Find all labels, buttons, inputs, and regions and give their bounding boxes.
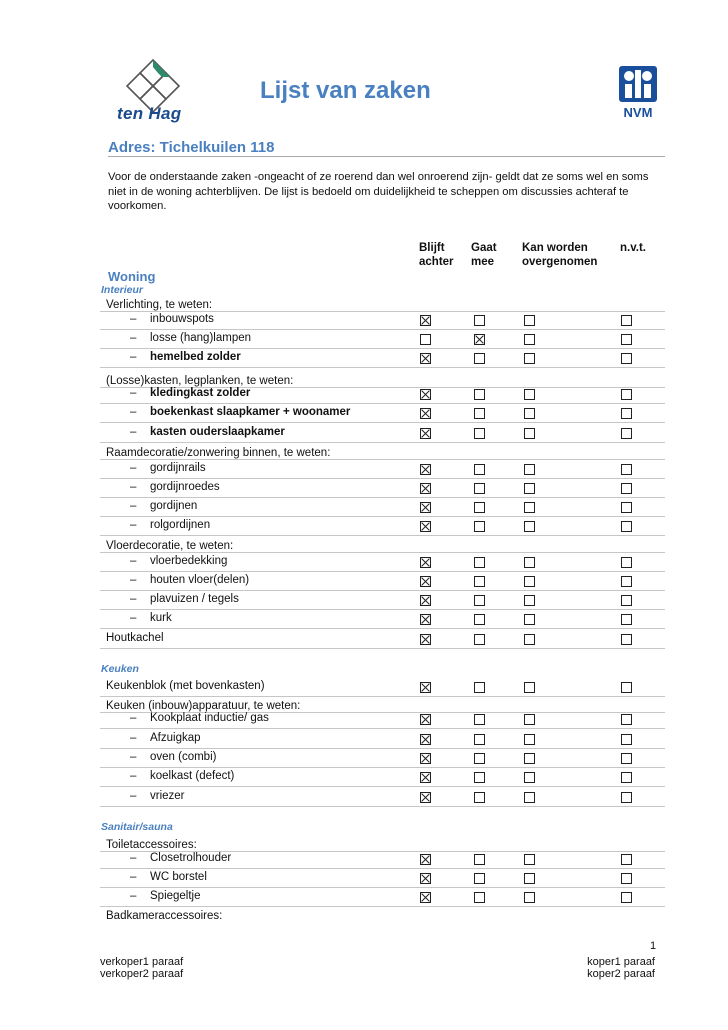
item-label: koelkast (defect) xyxy=(150,770,235,782)
checkbox-kan-worden-overgenomen[interactable] xyxy=(524,521,535,532)
checkbox-nvt[interactable] xyxy=(621,353,632,364)
item-label: Keukenblok (met bovenkasten) xyxy=(106,680,265,692)
checkbox-kan-worden-overgenomen[interactable] xyxy=(524,753,535,764)
bullet-dash: – xyxy=(130,871,137,883)
checkbox-gaat-mee[interactable] xyxy=(474,483,485,494)
bullet-dash: – xyxy=(130,890,137,902)
checkbox-blijft-achter[interactable] xyxy=(420,595,431,606)
item-label: kledingkast zolder xyxy=(150,387,251,399)
page-number: 1 xyxy=(650,940,657,952)
checkbox-blijft-achter[interactable] xyxy=(420,576,431,587)
checkbox-gaat-mee[interactable] xyxy=(474,682,485,693)
address-heading: Adres: Tichelkuilen 118 xyxy=(108,139,275,156)
checkbox-kan-worden-overgenomen[interactable] xyxy=(524,714,535,725)
column-header-kan-worden-overgenomen xyxy=(522,242,597,269)
nvm-logo xyxy=(613,64,663,120)
checkbox-gaat-mee[interactable] xyxy=(474,873,485,884)
item-label: gordijnrails xyxy=(150,462,206,474)
list-item xyxy=(100,710,665,729)
checkbox-gaat-mee[interactable] xyxy=(474,315,485,326)
bullet-dash: – xyxy=(130,387,137,399)
list-item xyxy=(100,330,665,349)
checkbox-nvt[interactable] xyxy=(621,753,632,764)
list-item xyxy=(100,460,665,479)
checkbox-blijft-achter[interactable] xyxy=(420,389,431,400)
list-group-header xyxy=(100,630,665,649)
column-label: Blijft achter xyxy=(419,242,454,268)
checkbox-gaat-mee[interactable] xyxy=(474,428,485,439)
checkbox-kan-worden-overgenomen[interactable] xyxy=(524,428,535,439)
bullet-dash: – xyxy=(130,313,137,325)
column-label: Gaat mee xyxy=(471,242,497,268)
list-item xyxy=(100,749,665,768)
bullet-dash: – xyxy=(130,612,137,624)
bullet-dash: – xyxy=(130,790,137,802)
column-label: n.v.t. xyxy=(620,242,646,254)
checkbox-kan-worden-overgenomen[interactable] xyxy=(524,334,535,345)
checkbox-blijft-achter[interactable] xyxy=(420,873,431,884)
ten-hag-wordmark: ten Hag xyxy=(117,104,182,123)
list-item xyxy=(100,850,665,869)
list-item xyxy=(100,479,665,498)
checkbox-blijft-achter[interactable] xyxy=(420,557,431,568)
list-item xyxy=(100,424,665,443)
checkbox-blijft-achter[interactable] xyxy=(420,464,431,475)
bullet-dash: – xyxy=(130,852,137,864)
list-item xyxy=(100,517,665,536)
checkbox-nvt[interactable] xyxy=(621,408,632,419)
checkbox-nvt[interactable] xyxy=(621,502,632,513)
item-label: kasten ouderslaapkamer xyxy=(150,426,285,438)
checkbox-nvt[interactable] xyxy=(621,614,632,625)
checkbox-gaat-mee[interactable] xyxy=(474,854,485,865)
checkbox-gaat-mee[interactable] xyxy=(474,892,485,903)
checkbox-nvt[interactable] xyxy=(621,772,632,783)
checkbox-blijft-achter[interactable] xyxy=(420,634,431,645)
checkbox-blijft-achter[interactable] xyxy=(420,854,431,865)
checkbox-nvt[interactable] xyxy=(621,576,632,587)
checkbox-kan-worden-overgenomen[interactable] xyxy=(524,464,535,475)
column-header-nvt xyxy=(620,242,646,256)
item-label: WC borstel xyxy=(150,871,207,883)
checkbox-blijft-achter[interactable] xyxy=(420,753,431,764)
checkbox-nvt[interactable] xyxy=(621,334,632,345)
item-label: inbouwspots xyxy=(150,313,214,325)
list-group-header xyxy=(100,297,665,312)
checkbox-kan-worden-overgenomen[interactable] xyxy=(524,353,535,364)
checkbox-gaat-mee[interactable] xyxy=(474,614,485,625)
bullet-dash: – xyxy=(130,593,137,605)
bullet-dash: – xyxy=(130,462,137,474)
bullet-dash: – xyxy=(130,712,137,724)
checkbox-gaat-mee[interactable] xyxy=(474,772,485,783)
item-label: hemelbed zolder xyxy=(150,351,241,363)
item-label: losse (hang)lampen xyxy=(150,332,252,344)
list-item xyxy=(100,311,665,330)
item-label: Keuken (inbouw)apparatuur, te weten: xyxy=(106,700,301,712)
checkbox-kan-worden-overgenomen[interactable] xyxy=(524,389,535,400)
checkbox-blijft-achter[interactable] xyxy=(420,734,431,745)
checkbox-kan-worden-overgenomen[interactable] xyxy=(524,557,535,568)
bullet-dash: – xyxy=(130,770,137,782)
checkbox-kan-worden-overgenomen[interactable] xyxy=(524,408,535,419)
checkbox-nvt[interactable] xyxy=(621,792,632,803)
checkbox-blijft-achter[interactable] xyxy=(420,334,431,345)
list-item xyxy=(100,498,665,517)
column-header-gaat-mee xyxy=(471,242,497,269)
checkbox-nvt[interactable] xyxy=(621,428,632,439)
checkbox-blijft-achter[interactable] xyxy=(420,408,431,419)
checkbox-gaat-mee[interactable] xyxy=(474,464,485,475)
checkbox-blijft-achter[interactable] xyxy=(420,315,431,326)
footer-verkoper1: verkoper1 paraaf xyxy=(100,956,184,968)
item-label: (Losse)kasten, legplanken, te weten: xyxy=(106,375,294,387)
checkbox-gaat-mee[interactable] xyxy=(474,353,485,364)
checkbox-gaat-mee[interactable] xyxy=(474,576,485,587)
checkbox-kan-worden-overgenomen[interactable] xyxy=(524,792,535,803)
checkbox-nvt[interactable] xyxy=(621,595,632,606)
checkbox-gaat-mee[interactable] xyxy=(474,408,485,419)
bullet-dash: – xyxy=(130,406,137,418)
checkbox-blijft-achter[interactable] xyxy=(420,483,431,494)
bullet-dash: – xyxy=(130,751,137,763)
checkbox-nvt[interactable] xyxy=(621,734,632,745)
checkbox-kan-worden-overgenomen[interactable] xyxy=(524,595,535,606)
bullet-dash: – xyxy=(130,426,137,438)
list-item xyxy=(100,610,665,629)
item-label: vloerbedekking xyxy=(150,555,228,567)
checkbox-blijft-achter[interactable] xyxy=(420,714,431,725)
list-item xyxy=(100,869,665,888)
checkbox-nvt[interactable] xyxy=(621,714,632,725)
item-label: Spiegeltje xyxy=(150,890,201,902)
item-label: plavuizen / tegels xyxy=(150,593,239,605)
item-label: Badkameraccessoires: xyxy=(106,910,223,922)
list-group-header xyxy=(100,445,665,460)
list-item xyxy=(100,404,665,423)
list-item xyxy=(100,385,665,404)
item-label: Closetrolhouder xyxy=(150,852,232,864)
item-label: Toiletaccessoires: xyxy=(106,839,197,851)
checkbox-blijft-achter[interactable] xyxy=(420,792,431,803)
bullet-dash: – xyxy=(130,519,137,531)
checkbox-nvt[interactable] xyxy=(621,634,632,645)
address-underline xyxy=(108,156,665,157)
checkbox-gaat-mee[interactable] xyxy=(474,734,485,745)
checkbox-kan-worden-overgenomen[interactable] xyxy=(524,315,535,326)
bullet-dash: – xyxy=(130,732,137,744)
checkbox-kan-worden-overgenomen[interactable] xyxy=(524,892,535,903)
checkbox-gaat-mee[interactable] xyxy=(474,334,485,345)
item-label: Afzuigkap xyxy=(150,732,201,744)
checkbox-nvt[interactable] xyxy=(621,892,632,903)
page-title: Lijst van zaken xyxy=(260,77,431,104)
checkbox-blijft-achter[interactable] xyxy=(420,614,431,625)
checkbox-nvt[interactable] xyxy=(621,557,632,568)
checkbox-gaat-mee[interactable] xyxy=(474,753,485,764)
checkbox-gaat-mee[interactable] xyxy=(474,595,485,606)
checkbox-kan-worden-overgenomen[interactable] xyxy=(524,576,535,587)
checkbox-kan-worden-overgenomen[interactable] xyxy=(524,483,535,494)
column-header-blijft-achter xyxy=(419,242,454,269)
checkbox-kan-worden-overgenomen[interactable] xyxy=(524,734,535,745)
checkbox-blijft-achter[interactable] xyxy=(420,428,431,439)
list-group-header xyxy=(100,678,665,697)
list-group-header xyxy=(100,908,665,926)
footer-verkoper2: verkoper2 paraaf xyxy=(100,968,184,980)
bullet-dash: – xyxy=(130,351,137,363)
list-item xyxy=(100,553,665,572)
checkbox-nvt[interactable] xyxy=(621,682,632,693)
bullet-dash: – xyxy=(130,481,137,493)
list-item xyxy=(100,730,665,749)
checkbox-nvt[interactable] xyxy=(621,464,632,475)
list-item xyxy=(100,572,665,591)
checkbox-gaat-mee[interactable] xyxy=(474,714,485,725)
list-item xyxy=(100,788,665,807)
checkbox-gaat-mee[interactable] xyxy=(474,389,485,400)
checkbox-gaat-mee[interactable] xyxy=(474,557,485,568)
item-label: Kookplaat inductie/ gas xyxy=(150,712,269,724)
item-label: Houtkachel xyxy=(106,632,164,644)
item-label: kurk xyxy=(150,612,172,624)
checkbox-nvt[interactable] xyxy=(621,873,632,884)
subsection-interieur: Interieur xyxy=(101,284,144,296)
checkbox-nvt[interactable] xyxy=(621,483,632,494)
checkbox-blijft-achter[interactable] xyxy=(420,682,431,693)
checkbox-kan-worden-overgenomen[interactable] xyxy=(524,614,535,625)
checkbox-nvt[interactable] xyxy=(621,854,632,865)
checkbox-kan-worden-overgenomen[interactable] xyxy=(524,502,535,513)
item-label: houten vloer(delen) xyxy=(150,574,250,586)
checkbox-nvt[interactable] xyxy=(621,389,632,400)
checkbox-gaat-mee[interactable] xyxy=(474,634,485,645)
checkbox-nvt[interactable] xyxy=(621,315,632,326)
list-item xyxy=(100,768,665,787)
list-item xyxy=(100,888,665,907)
nvm-wordmark: NVM xyxy=(623,105,653,120)
subsection-sanitair: Sanitair/sauna xyxy=(101,821,173,833)
subsection-keuken: Keuken xyxy=(101,663,139,675)
section-woning: Woning xyxy=(108,269,156,284)
item-label: Verlichting, te weten: xyxy=(106,299,213,311)
checkbox-kan-worden-overgenomen[interactable] xyxy=(524,772,535,783)
item-label: Vloerdecoratie, te weten: xyxy=(106,540,234,552)
list-item xyxy=(100,591,665,610)
item-label: Raamdecoratie/zonwering binnen, te weten: xyxy=(106,447,331,459)
checkbox-blijft-achter[interactable] xyxy=(420,502,431,513)
checkbox-blijft-achter[interactable] xyxy=(420,772,431,783)
item-label: rolgordijnen xyxy=(150,519,211,531)
checkbox-kan-worden-overgenomen[interactable] xyxy=(524,873,535,884)
intro-paragraph: Voor de onderstaande zaken -ongeacht of ze roerend dan wel onroerend zijn- geldt dat ze soms wel en soms niet in de woning achterblijven. De lijst is bedoeld om duidelijkheid te scheppen om discussies achteraf te voorkomen. xyxy=(108,171,649,212)
bullet-dash: – xyxy=(130,555,137,567)
checkbox-gaat-mee[interactable] xyxy=(474,502,485,513)
list-item xyxy=(100,349,665,368)
bullet-dash: – xyxy=(130,500,137,512)
footer-koper2: koper2 paraaf xyxy=(587,968,655,980)
checkbox-gaat-mee[interactable] xyxy=(474,521,485,532)
checkbox-blijft-achter[interactable] xyxy=(420,521,431,532)
checkbox-kan-worden-overgenomen[interactable] xyxy=(524,682,535,693)
checkbox-blijft-achter[interactable] xyxy=(420,892,431,903)
footer-koper1: koper1 paraaf xyxy=(587,956,655,968)
bullet-dash: – xyxy=(130,574,137,586)
item-label: oven (combi) xyxy=(150,751,217,763)
checkbox-blijft-achter[interactable] xyxy=(420,353,431,364)
bullet-dash: – xyxy=(130,332,137,344)
checkbox-gaat-mee[interactable] xyxy=(474,792,485,803)
item-label: boekenkast slaapkamer + woonamer xyxy=(150,406,351,418)
checkbox-kan-worden-overgenomen[interactable] xyxy=(524,854,535,865)
column-label: Kan worden overgenomen xyxy=(522,242,598,268)
item-label: vriezer xyxy=(150,790,185,802)
item-label: gordijnen xyxy=(150,500,198,512)
list-group-header xyxy=(100,538,665,553)
checkbox-nvt[interactable] xyxy=(621,521,632,532)
checkbox-kan-worden-overgenomen[interactable] xyxy=(524,634,535,645)
item-label: gordijnroedes xyxy=(150,481,220,493)
